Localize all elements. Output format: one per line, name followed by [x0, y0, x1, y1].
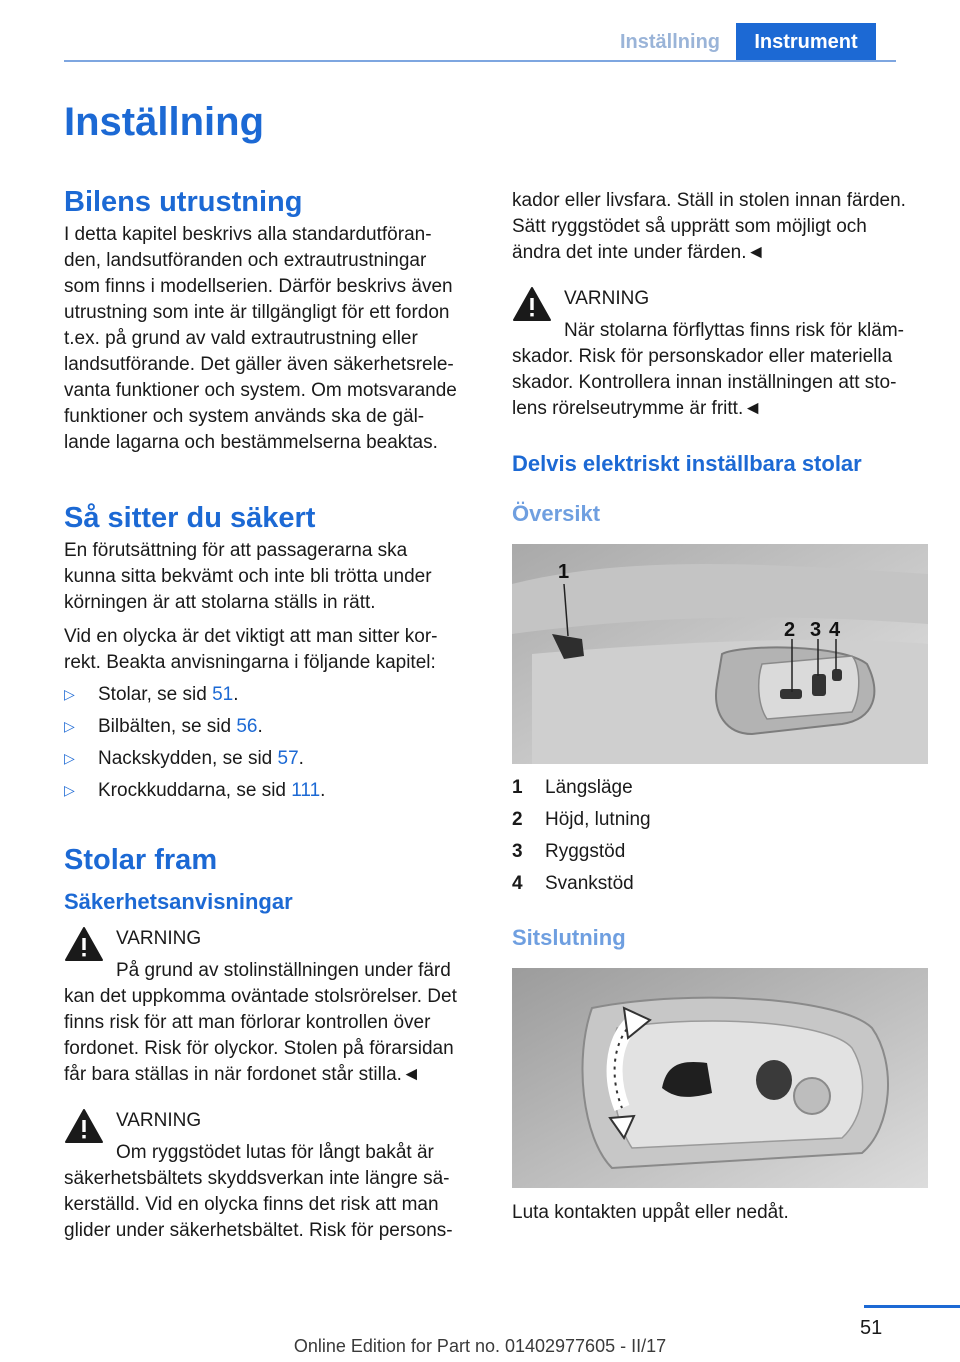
legend-row: 3 Ryggstöd: [512, 841, 626, 862]
right-column: [512, 184, 928, 1226]
page-link[interactable]: 57: [277, 748, 299, 769]
heading-sitting: Så sitter du säkert: [64, 502, 316, 534]
warning-triangle-icon: [64, 1108, 104, 1144]
heading-seats: Stolar fram: [64, 844, 218, 876]
list-item: ▷ Krockkuddarna, se sid 111.: [64, 778, 478, 810]
heading-overview: Översikt: [512, 501, 601, 526]
warning-triangle-icon: [64, 926, 104, 962]
seat-tilt-figure: [512, 968, 928, 1188]
reference-list: [64, 682, 478, 810]
warning-label: VARNING: [116, 928, 202, 949]
callout-3: 3: [810, 619, 822, 641]
warning-text: säkerhetsbältets skyddsverkan inte längre sä- kerställd. Vid en olycka finns det risk att man glider under säkerhetsbältet. Risk för persons-: [64, 1168, 453, 1241]
warning-label: VARNING: [564, 288, 650, 309]
callout-1: 1: [558, 561, 570, 583]
page-link[interactable]: 51: [212, 684, 234, 705]
tab-installning[interactable]: Inställning: [604, 23, 736, 62]
page-link[interactable]: 56: [236, 716, 258, 737]
figure-legend: [512, 772, 928, 900]
list-item: ▷ Stolar, se sid 51.: [64, 682, 478, 714]
warning-text: kan det uppkomma oväntade stolsrörelser. Det finns risk för att man förlorar kontrollen över fordonet. Risk för olyckor. Stolen på förarsidan får bara ställas in när fordonet står stilla.◄: [64, 986, 457, 1085]
callout-2: 2: [784, 619, 796, 641]
heading-equipment: Bilens utrustning: [64, 186, 303, 218]
equipment-paragraph: I detta kapitel beskrivs alla standardutföran- den, landsutföranden och extrautrustningar som finns i modellserien. Därför beskrivs även utrustning som inte är tillgängligt för ett fordon t.ex. på grund av vald extrautrustning eller landsutförande. Det gäller även säkerhetsrele- vanta funktioner och system. Om motsvarande funktioner och system används ska de gäl- lande lagarna och bestämmelserna beaktas.: [64, 224, 457, 453]
warning-block: VARNING När stolarna förflyttas finns risk för kläm- skador. Risk för personskador eller materiella skador. Kontrollera innan inställningen att sto- lens rörelseutrymme är fritt.◄: [512, 286, 928, 422]
warning-triangle-icon: [512, 286, 552, 322]
page-number: 51: [860, 1317, 883, 1339]
figure-caption: Luta kontakten uppåt eller nedåt.: [512, 1202, 789, 1223]
tab-instrument[interactable]: Instrument: [736, 23, 876, 62]
list-item: ▷ Bilbälten, se sid 56.: [64, 714, 478, 746]
left-column: [64, 184, 478, 1244]
warning-text: skador. Risk för personskador eller materiella skador. Kontrollera innan inställningen att sto- lens rörelseutrymme är fritt.◄: [512, 346, 897, 419]
heading-sitslutning: Sitslutning: [512, 925, 626, 950]
heading-safety: Säkerhetsanvisningar: [64, 889, 293, 914]
legend-row: 4 Svankstöd: [512, 873, 634, 894]
header-rule: [64, 60, 896, 62]
seat-controls-figure: [512, 544, 928, 764]
page-link[interactable]: 111: [291, 780, 321, 801]
warning-block: VARNING Om ryggstödet lutas för långt bakåt är säkerhetsbältets skyddsverkan inte längre sä- kerställd. Vid en olycka finns det risk att man glider under säkerhetsbältet. Risk för persons-: [64, 1108, 478, 1244]
header-tabs: [604, 23, 876, 62]
seat-tilt-illustration: [512, 968, 928, 1188]
sitting-paragraph-1: En förutsättning för att passagerarna ska kunna sitta bekvämt och inte bli trötta under körningen är att stolarna ställs in rätt.: [64, 540, 432, 613]
legend-row: 2 Höjd, lutning: [512, 809, 651, 830]
list-item: ▷ Nackskydden, se sid 57.: [64, 746, 478, 778]
callout-4: 4: [829, 619, 841, 641]
legend-row: 1 Längsläge: [512, 777, 633, 798]
sitting-paragraph-2: Vid en olycka är det viktigt att man sitter kor- rekt. Beakta anvisningarna i följande kapitel:: [64, 626, 438, 673]
warning-label: VARNING: [116, 1110, 202, 1131]
warning-block: VARNING På grund av stolinställningen under färd kan det uppkomma oväntade stolsrörelser. Det finns risk för att man förlorar kontrollen över fordonet. Risk för olyckor. Stolen på förarsidan får bara ställas in när fordonet står stilla.◄: [64, 926, 478, 1088]
continued-paragraph: kador eller livsfara. Ställ in stolen innan färden. Sätt ryggstödet så upprätt som möjligt och ändra det inte under färden.◄: [512, 190, 906, 263]
seat-controls-illustration: [512, 544, 928, 764]
heading-partial-electric: Delvis elektriskt inställbara stolar: [512, 451, 862, 476]
page-title: Inställning: [64, 100, 264, 144]
edition-footer: Online Edition for Part no. 01402977605 - II/17: [293, 1336, 667, 1356]
footer-rule: [864, 1305, 960, 1308]
